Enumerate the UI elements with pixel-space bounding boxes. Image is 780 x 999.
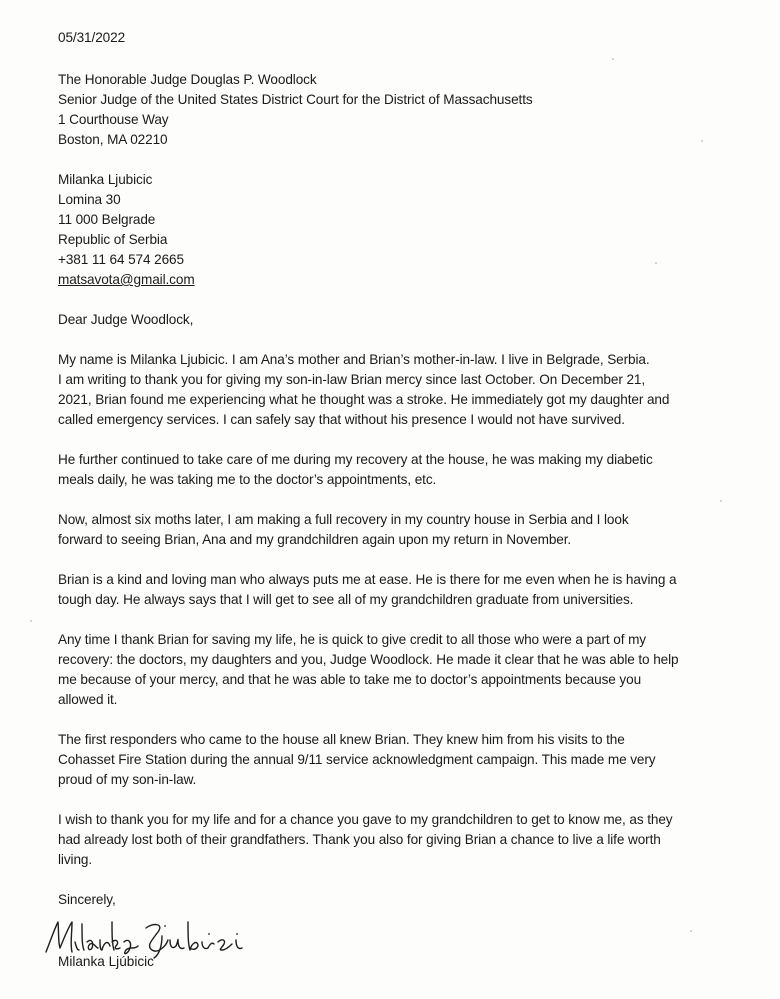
paragraph-line: Cohasset Fire Station during the annual 9/11 service acknowledgment campaign. This made me very [58,752,656,767]
closing-text: Sincerely, [58,892,116,907]
scan-speck [690,930,692,932]
sender-email-link[interactable]: matsavota@gmail.com [58,272,195,287]
recipient-address [58,70,748,150]
paragraph-line: He further continued to take care of me during my recovery at the house, he was making my diabetic [58,452,653,467]
paragraph-line: had already lost both of their grandfathers. Thank you also for giving Brian a chance to live a life worth [58,832,661,847]
paragraph-line: I wish to thank you for my life and for a chance you gave to my grandchildren to get to know me, as they [58,812,673,827]
recipient-line: Senior Judge of the United States District Court for the District of Massachusetts [58,92,533,107]
paragraph-line: Brian is a kind and loving man who always puts me at ease. He is there for me even when he is having a [58,572,677,587]
salutation-text: Dear Judge Woodlock, [58,312,194,327]
sender-line: Milanka Ljubicic [58,172,153,187]
paragraph-7 [58,810,748,870]
paragraph-line: 2021, Brian found me experiencing what he thought was a stroke. He immediately got my daughter and [58,392,670,407]
paragraph-line: proud of my son-in-law. [58,772,197,787]
recipient-line: Boston, MA 02210 [58,132,168,147]
letter-date: 05/31/2022 [58,30,126,45]
sender-phone: +381 11 64 574 2665 [58,252,184,267]
recipient-line: The Honorable Judge Douglas P. Woodlock [58,72,317,87]
paragraph-line: Now, almost six moths later, I am making a full recovery in my country house in Serbia and I look [58,512,629,527]
scan-speck [30,620,32,622]
paragraph-line: me because of your mercy, and that he was able to take me to doctor’s appointments because you [58,672,642,687]
paragraph-1 [58,350,748,430]
paragraph-line: meals daily, he was taking me to the doctor’s appointments, etc. [58,472,437,487]
paragraph-line: tough day. He always says that I will get to see all of my grandchildren graduate from universities. [58,592,634,607]
paragraph-6 [58,730,748,790]
recipient-line: 1 Courthouse Way [58,112,169,127]
paragraph-line: The first responders who came to the house all knew Brian. They knew him from his visits to the [58,732,625,747]
paragraph-line: called emergency services. I can safely say that without his presence I would not have survived. [58,412,625,427]
paragraph-line: forward to seeing Brian, Ana and my grandchildren again upon my return in November. [58,532,572,547]
paragraph-5 [58,630,748,710]
signer-name: Milanka Ljúbicic [58,954,154,969]
paragraph-line: I am writing to thank you for giving my son-in-law Brian mercy since last October. On December 21, [58,372,646,387]
paragraph-line: recovery: the doctors, my daughters and you, Judge Woodlock. He made it clear that he was able to help [58,652,679,667]
paragraph-2 [58,450,748,490]
sender-line: Lomina 30 [58,192,121,207]
paragraph-line: living. [58,852,93,867]
letter-body [58,28,748,910]
paragraph-3 [58,510,748,550]
sender-line: Republic of Serbia [58,232,168,247]
sender-address [58,170,748,290]
salutation [58,310,748,330]
paragraph-line: allowed it. [58,692,118,707]
paragraph-line: My name is Milanka Ljubicic. I am Ana’s mother and Brian’s mother-in-law. I live in Belgrade, Serbia. [58,352,650,367]
paragraph-line: Any time I thank Brian for saving my life, he is quick to give credit to all those who were a part of my [58,632,646,647]
sender-line: 11 000 Belgrade [58,212,156,227]
paragraph-4 [58,570,748,610]
